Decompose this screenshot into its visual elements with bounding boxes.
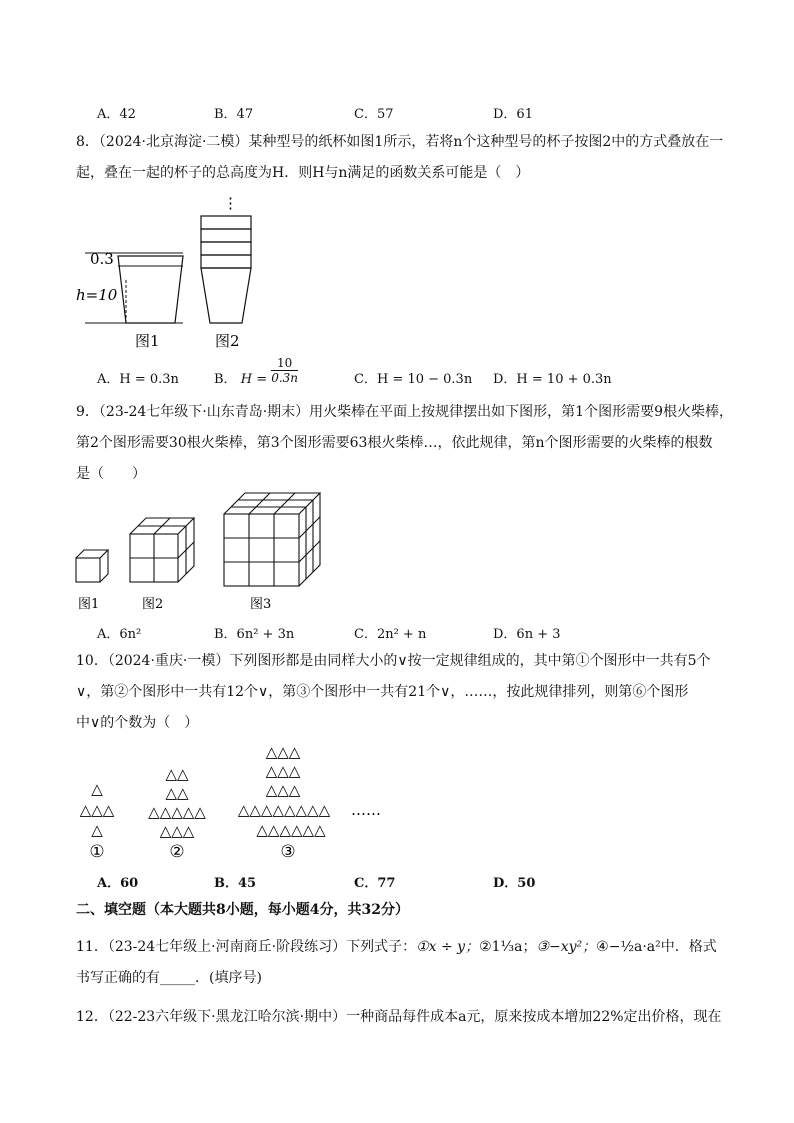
q7-option-b: B．47: [214, 107, 254, 122]
q9-text-line1: 9．（23-24七年级下·山东青岛·期末）用火柴棒在平面上按规律摆出如下图形，第1个图形需要9根火柴棒，: [76, 404, 733, 420]
q9-option-a: A．6n²: [97, 627, 142, 642]
pattern3-row2: △△△: [265, 762, 301, 780]
q9-text-line2: 第2个图形需要30根火柴棒，第3个图形需要63根火柴棒…，依此规律，第n个图形需要的火柴棒的根数: [76, 435, 713, 451]
stack-continuation-dots: ⋮: [223, 194, 238, 212]
pattern2-row3: △△△△△: [148, 803, 206, 821]
q8-text-line2: 起，叠在一起的杯子的总高度为H．则H与n满足的函数关系可能是（ ）: [76, 165, 530, 181]
figure1-caption: 图1: [135, 332, 160, 350]
cube-figure-2: [130, 518, 194, 582]
q12-text-line1: 12．（22-23六年级下·黑龙江哈尔滨·期中）一种商品每件成本a元，原来按成本增加22%定出价格，现在: [76, 1009, 722, 1025]
q10-text-line3: 中∨的个数为（ ）: [76, 715, 199, 731]
figure1-caption: 图1: [78, 597, 100, 612]
q8-option-a: A．H = 0.3n: [97, 372, 179, 387]
q8-option-b: B． H = $\frac{10}{0.3n}$: [214, 356, 299, 387]
pattern1-row3: △: [91, 821, 103, 839]
q9-option-b: B．6n² + 3n: [214, 627, 295, 642]
cup-rim-label: 0.3: [90, 250, 114, 268]
figure2-stacked-cups: [201, 194, 251, 350]
q10-triangle-pattern-figure: [70, 738, 400, 864]
pattern2-row4: △△△: [159, 822, 195, 840]
q10-option-c: C．77: [354, 876, 396, 891]
q10-text-line1: 10．（2024·重庆·一模）下列图形都是由同样大小的∨按一定规律组成的，其中第①个图形中一共有5个: [76, 653, 711, 669]
q10-option-d: D．50: [493, 876, 536, 891]
q8-option-b-letter: B．: [214, 372, 237, 387]
q8-option-d: D．H = 10 + 0.3n: [493, 372, 612, 387]
section-heading-fill-in: 二、填空题（本大题共8小题，每小题4分，共32分）: [76, 902, 409, 918]
pattern1-row1: △: [91, 780, 103, 798]
q9-option-c: C．2n² + n: [354, 627, 427, 642]
cup-height-label: h=10: [76, 286, 118, 304]
pattern3-row1: △△△: [265, 743, 301, 761]
q8-option-c: C．H = 10 − 0.3n: [354, 372, 473, 387]
q7-option-a: A．42: [97, 107, 136, 122]
q9-matchstick-cubes-figure: [70, 488, 340, 616]
q7-option-d: D．61: [493, 107, 533, 122]
q9-text-line3: 是（ ）: [76, 466, 146, 482]
pattern3-row5: △△△△△△: [256, 821, 326, 839]
pattern3-label: ③: [280, 842, 296, 862]
q8-cup-figure: [75, 188, 275, 358]
q11-text-line1: 11．（23-24七年级上·河南商丘·阶段练习）下列式子：①x ÷ y；②1⅓a；③−xy²；④−½a·a²中．格式: [76, 939, 717, 955]
q8-option-b-fraction: $\frac{10}{0.3n}$: [271, 356, 299, 385]
q8-text-line1: 8．（2024·北京海淀·二模）某种型号的纸杯如图1所示，若将n个这种型号的杯子按图2中的方式叠放在一: [76, 134, 724, 150]
q10-text-line2: ∨，第②个图形中一共有12个∨，第③个图形中一共有21个∨，……，按此规律排列，则第⑥个图形: [76, 684, 689, 700]
cube-figure-1: [76, 550, 108, 582]
pattern2-label: ②: [169, 842, 185, 862]
figure3-caption: 图3: [250, 597, 272, 612]
figure2-caption: 图2: [215, 332, 240, 350]
pattern1-label: ①: [89, 842, 105, 862]
pattern-ellipsis: ……: [351, 801, 381, 819]
pattern1-row2: △△△: [79, 801, 115, 819]
figure1-cup: [76, 250, 183, 350]
q7-option-c: C．57: [354, 107, 394, 122]
q10-option-b: B．45: [214, 876, 257, 891]
pattern3-row3: △△△: [265, 781, 301, 799]
pattern2-row2: △△: [165, 784, 189, 802]
q11-text-line2: 书写正确的有_____．(填序号): [76, 970, 262, 986]
cube-figure-3: [224, 493, 320, 586]
q8-option-b-h: H: [240, 372, 253, 387]
pattern3-row4: △△△△△△△△: [237, 801, 331, 819]
pattern2-row1: △△: [165, 765, 189, 783]
q9-option-d: D．6n + 3: [493, 627, 561, 642]
figure2-caption: 图2: [142, 597, 164, 612]
q10-option-a: A．60: [97, 876, 139, 891]
